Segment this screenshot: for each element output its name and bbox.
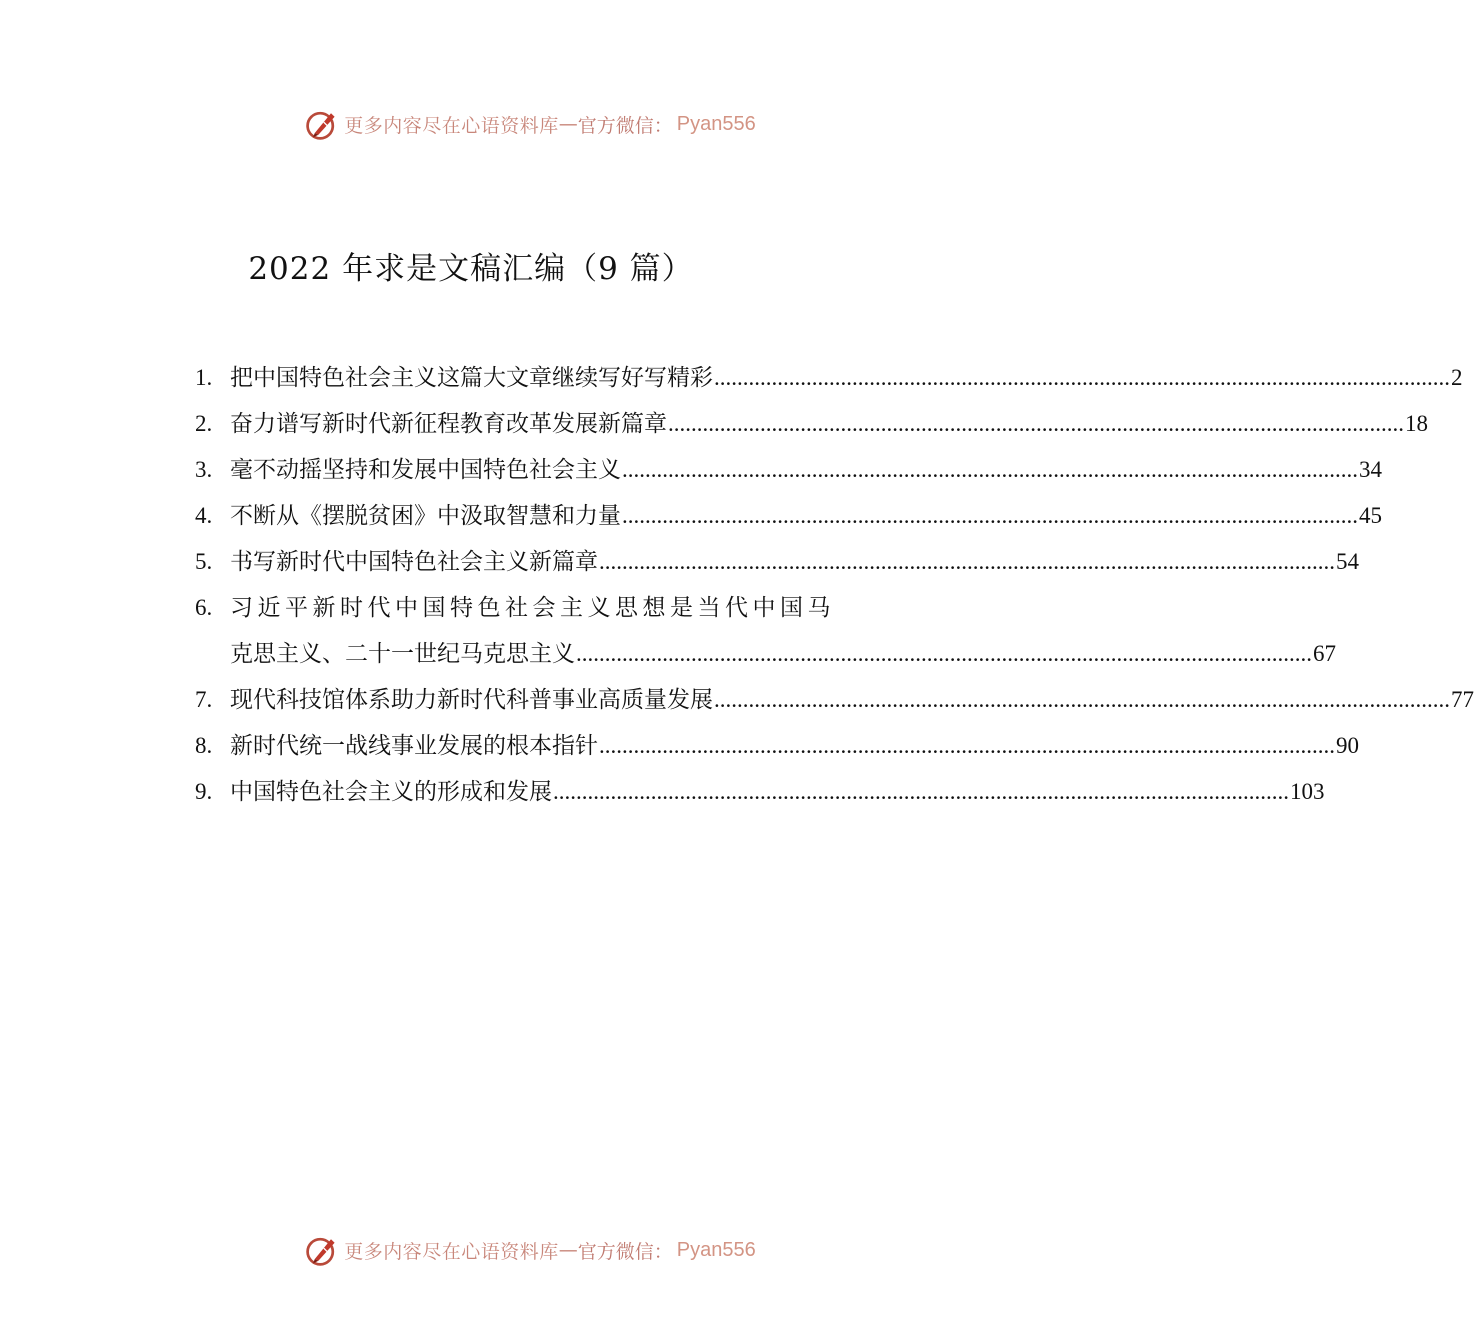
toc-item[interactable]: [195, 401, 1428, 447]
toc-item-title: 现代科技馆体系助力新时代科普事业高质量发展: [230, 687, 713, 713]
watermark-main-text: 更多内容尽在心语资料库: [344, 114, 559, 137]
toc-item-page: 77: [1451, 687, 1474, 712]
watermark-separator: —: [558, 113, 578, 135]
toc-item-number: 3.: [195, 457, 213, 482]
toc-item[interactable]: [195, 447, 1382, 493]
toc-item-page: 54: [1336, 549, 1359, 574]
toc-item-number: 6.: [195, 595, 213, 620]
watermark-separator: —: [558, 1239, 578, 1261]
pen-logo-icon: [304, 1232, 340, 1268]
watermark-main-text: 更多内容尽在心语资料库: [344, 1240, 559, 1263]
table-of-contents: [195, 355, 1474, 815]
toc-item-page: 18: [1405, 411, 1428, 436]
toc-item[interactable]: [195, 585, 1336, 677]
toc-item[interactable]: [195, 355, 1463, 401]
footer-watermark: [0, 1232, 950, 1268]
toc-item[interactable]: [195, 723, 1359, 769]
toc-item-page: 67: [1313, 641, 1336, 666]
toc-leader-dots: [622, 493, 1358, 539]
toc-item[interactable]: [195, 493, 1382, 539]
toc-item-title: 毫不动摇坚持和发展中国特色社会主义: [230, 457, 621, 483]
toc-leader-dots: [714, 677, 1450, 723]
watermark-account: Pyan556: [676, 112, 756, 135]
toc-leader-dots: [599, 539, 1335, 585]
toc-item-page: 103: [1290, 779, 1325, 804]
toc-leader-dots: [599, 723, 1335, 769]
toc-item[interactable]: [195, 769, 1325, 815]
toc-item-title-line2: 克思主义、二十一世纪马克思主义: [230, 641, 575, 667]
toc-item-number: 9.: [195, 779, 213, 804]
toc-item-title: 奋力谱写新时代新征程教育改革发展新篇章: [230, 411, 667, 437]
toc-item-number: 4.: [195, 503, 213, 528]
toc-item-page: 90: [1336, 733, 1359, 758]
watermark-label: 官方微信：: [577, 1240, 673, 1263]
watermark-account: Pyan556: [676, 1238, 756, 1261]
toc-item[interactable]: [195, 677, 1474, 723]
toc-item-page: 45: [1359, 503, 1382, 528]
document-title: 2022 年求是文稿汇编（9 篇）: [248, 251, 694, 287]
toc-item-title: 书写新时代中国特色社会主义新篇章: [230, 549, 598, 575]
toc-item[interactable]: [195, 539, 1359, 585]
watermark-label: 官方微信：: [577, 114, 673, 137]
toc-leader-dots: [714, 355, 1450, 401]
toc-item-title: 不断从《摆脱贫困》中汲取智慧和力量: [230, 503, 621, 529]
toc-item-number: 2.: [195, 411, 213, 436]
toc-item-title: 中国特色社会主义的形成和发展: [230, 779, 552, 805]
toc-item-number: 7.: [195, 687, 213, 712]
header-watermark: [0, 106, 950, 142]
toc-leader-dots: [553, 769, 1289, 815]
toc-item-page: 2: [1451, 365, 1463, 390]
toc-item-number: 5.: [195, 549, 213, 574]
toc-item-number: 8.: [195, 733, 213, 758]
toc-item-number: 1.: [195, 365, 213, 390]
toc-item-page: 34: [1359, 457, 1382, 482]
toc-item-title: 把中国特色社会主义这篇大文章继续写好写精彩: [230, 365, 713, 391]
pen-logo-icon: [304, 106, 340, 142]
toc-leader-dots: [576, 631, 1312, 677]
toc-leader-dots: [622, 447, 1358, 493]
toc-item-title-line1: 习近平新时代中国特色社会主义思想是当代中国马: [230, 595, 835, 621]
toc-leader-dots: [668, 401, 1404, 447]
toc-item-title: 新时代统一战线事业发展的根本指针: [230, 733, 598, 759]
